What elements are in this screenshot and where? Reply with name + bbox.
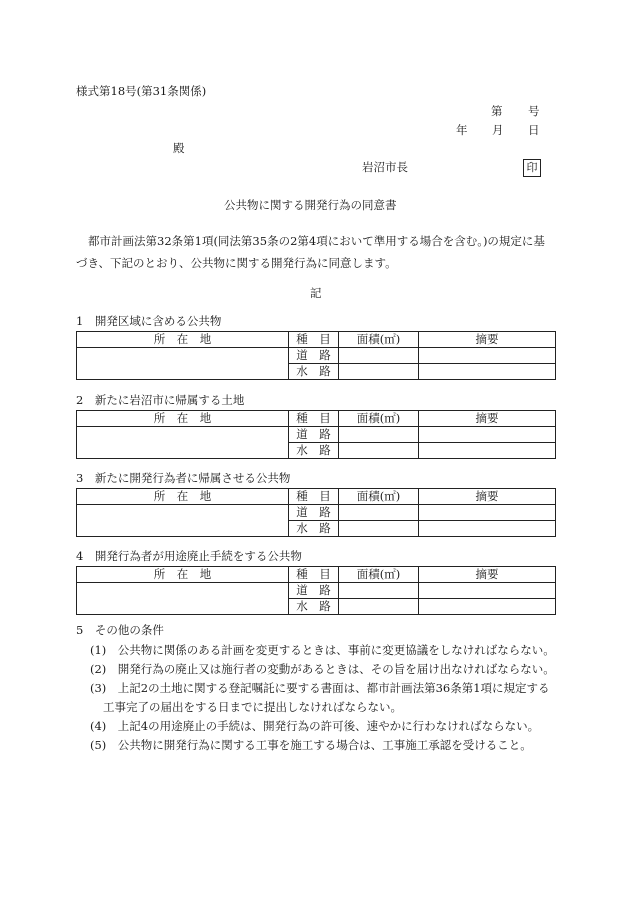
type-road: 道 路 [289, 505, 339, 521]
note-header: 摘要 [419, 332, 556, 348]
location-cell[interactable] [77, 505, 289, 537]
area-road-cell[interactable] [339, 505, 419, 521]
type-header: 種 目 [289, 489, 339, 505]
note-header: 摘要 [419, 567, 556, 583]
ki-marker: 記 [310, 286, 322, 300]
type-header: 種 目 [289, 332, 339, 348]
note-water-cell[interactable] [419, 521, 556, 537]
section-3-title: 3 新たに開発行為者に帰属させる公共物 [76, 471, 291, 485]
type-header: 種 目 [289, 411, 339, 427]
note-header: 摘要 [419, 489, 556, 505]
section-2-title: 2 新たに岩沼市に帰属する土地 [76, 393, 245, 407]
form-number: 様式第18号(第31条関係) [76, 84, 207, 98]
area-water-cell[interactable] [339, 364, 419, 380]
condition-3-continued: 工事完了の届出をする日までに提出しなければならない。 [103, 700, 402, 714]
body-line-1: 都市計画法第32条第1項(同法第35条の2第4項において準用する場合を含む。)の規定に基 [88, 234, 545, 248]
type-water: 水 路 [289, 443, 339, 459]
section-1-table [76, 331, 556, 380]
section-4-table [76, 566, 556, 615]
note-road-cell[interactable] [419, 427, 556, 443]
location-cell[interactable] [77, 427, 289, 459]
note-water-cell[interactable] [419, 364, 556, 380]
number-label-suffix: 号 [528, 104, 540, 118]
condition-1: (1) 公共物に関係のある計画を変更するときは、事前に変更協議をしなければならない。 [90, 643, 555, 657]
note-header: 摘要 [419, 411, 556, 427]
area-header: 面積(㎡) [339, 411, 419, 427]
addressee-suffix: 殿 [173, 141, 185, 155]
issuer-name: 岩沼市長 [362, 160, 408, 174]
date-month-label: 月 [492, 123, 504, 137]
section-3-table [76, 488, 556, 537]
type-road: 道 路 [289, 348, 339, 364]
location-header: 所 在 地 [77, 567, 289, 583]
note-road-cell[interactable] [419, 583, 556, 599]
note-road-cell[interactable] [419, 348, 556, 364]
type-water: 水 路 [289, 364, 339, 380]
note-water-cell[interactable] [419, 443, 556, 459]
note-water-cell[interactable] [419, 599, 556, 615]
number-label-prefix: 第 [491, 104, 503, 118]
date-day-label: 日 [528, 123, 540, 137]
location-cell[interactable] [77, 583, 289, 615]
area-water-cell[interactable] [339, 443, 419, 459]
type-road: 道 路 [289, 427, 339, 443]
condition-4: (4) 上記4の用途廃止の手続は、開発行為の許可後、速やかに行わなければならない。 [90, 719, 540, 733]
area-header: 面積(㎡) [339, 489, 419, 505]
section-4-title: 4 開発行為者が用途廃止手続をする公共物 [76, 549, 302, 563]
area-water-cell[interactable] [339, 599, 419, 615]
area-header: 面積(㎡) [339, 332, 419, 348]
section-1-title: 1 開発区域に含める公共物 [76, 314, 222, 328]
location-header: 所 在 地 [77, 411, 289, 427]
type-water: 水 路 [289, 599, 339, 615]
section-2-table [76, 410, 556, 459]
location-header: 所 在 地 [77, 489, 289, 505]
area-road-cell[interactable] [339, 427, 419, 443]
body-line-2: づき、下記のとおり、公共物に関する開発行為に同意します。 [76, 256, 397, 270]
area-header: 面積(㎡) [339, 567, 419, 583]
area-water-cell[interactable] [339, 521, 419, 537]
note-road-cell[interactable] [419, 505, 556, 521]
type-header: 種 目 [289, 567, 339, 583]
location-header: 所 在 地 [77, 332, 289, 348]
document-title: 公共物に関する開発行為の同意書 [224, 198, 397, 212]
location-cell[interactable] [77, 348, 289, 380]
type-road: 道 路 [289, 583, 339, 599]
area-road-cell[interactable] [339, 583, 419, 599]
condition-5: (5) 公共物に開発行為に関する工事を施工する場合は、工事施工承認を受けること。 [90, 738, 532, 752]
type-water: 水 路 [289, 521, 339, 537]
condition-3: (3) 上記2の土地に関する登記嘱託に要する書面は、都市計画法第36条第1項に規定する [90, 681, 550, 695]
condition-2: (2) 開発行為の廃止又は施行者の変動があるときは、その旨を届け出なければならない。 [90, 662, 555, 676]
date-year-label: 年 [456, 123, 468, 137]
seal-mark: 印 [523, 159, 541, 177]
area-road-cell[interactable] [339, 348, 419, 364]
conditions-title: 5 その他の条件 [76, 623, 164, 637]
